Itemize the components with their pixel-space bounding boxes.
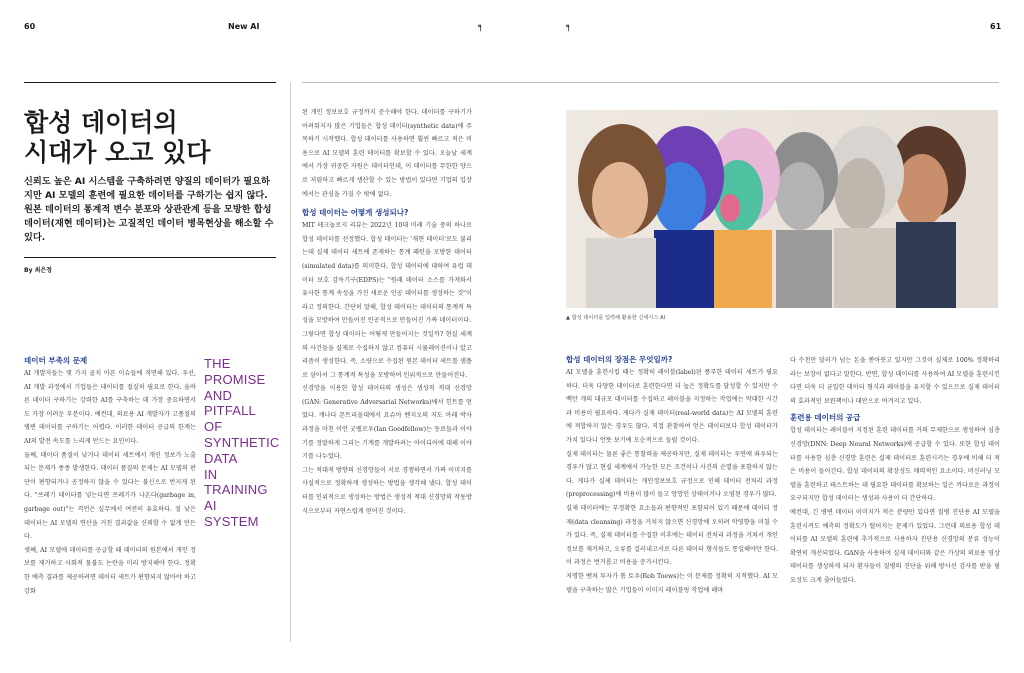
promo-english-title [204, 356, 292, 530]
page-top-rule [302, 82, 999, 83]
promo-word: SYNTHETIC [204, 434, 280, 450]
promo-word: SYSTEM [204, 513, 259, 529]
paragraph: 합성 데이터는 레이블이 지정된 훈련 데이터를 거의 무제한으로 생성하여 심층 신경망(DNN: Deep Neural Networks)에 공급할 수 있다. 또한 합성 데이터를 사용한 심층 신경망 훈련은 실제 데이터로 훈련시키는 경우에 비해 더 적은 비용이 들어간다. 합성 데이터의 확장성도 매력적인 요소이다. 머신러닝 모델을 훈련하고 테스트하는 데 필요한 데이터를 확보하는 일은 까다로운 과정이 요구되지만 합성 데이터는 생성과 사용이 더 간단하다. [790, 427, 1000, 503]
article-title-line2: 시대가 오고 있다 [24, 138, 211, 167]
promo-word: THE [204, 356, 231, 371]
article-byline: By 최은정 [24, 267, 52, 274]
promo-word: AI [204, 498, 217, 514]
promo-word: PITFALL [204, 403, 256, 419]
page-number-right: 61 [990, 22, 1002, 31]
paragraph: 셋째, AI 모델에 데이터를 공급할 때 데이터의 원본에서 개인 정보를 제거하고 사회적 물불도 논란을 미리 방지해야 한다. 정확한 예측 결과를 제공하려면 데이터 세트가 편향되지 않아야 하고 강화 [24, 546, 196, 595]
paragraph: MIT 테크놀로지 리뷰는 2022년 10대 미래 기술 중의 하나로 합성 데이터를 선정했다. 합성 데이터는 '재현 데이터'로도 불리는데 실제 데이터 세트에 존재하는 통계 패턴을 모방한 데이터(simulated data)를 의미한다. 합성 데이터에 대하여 유럽 데이터 보호 감독기구(EDPS)는 "원래 데이터 소스를 가져와서 유사한 통계 속성을 가진 새로운 인공 데이터를 생성하는 것"이라고 정의한다. 간단히 말해, 합성 데이터는 데이터의 통계적 특성을 모방하여 만들어진 인공적으로 만들어진 가짜 데이터이다. [302, 222, 472, 325]
paragraph: 된 개인 정보보호 규정까지 준수해야 한다. 데이터를 구하기가 어려워지자 많은 기업들은 합성 데이터(synthetic data)에 주목하기 시작했다. 합성 데이터를 사용하면 훨씬 빠르고 적은 비용으로 AI 모델의 훈련 데이터를 확보할 수 있다. 오늘날 세계에서 가장 귀중한 자원은 데이터인데, 이 데이터를 무한한 양으로 저렴하고 빠르게 생산할 수 있는 방법이 있다면 기업의 입장에서는 관심을 가질 수 밖에 없다. [302, 109, 472, 198]
promo-word: PROMISE [204, 371, 266, 387]
magazine-logo-right: ╕ [566, 22, 572, 32]
paragraph: 저명한 벤처 투자가 톰 토우(Rob Toews)는 이 문제를 정확히 지적했다. AI 모델을 구축하는 많은 기업들이 이미지 레이블링 작업에 해마 [566, 572, 778, 594]
face-realistic-woman [578, 124, 666, 308]
column-2 [302, 106, 472, 518]
promo-word: DATA [204, 450, 238, 466]
paragraph: 그렇다면 합성 데이터는 어떻게 만들어지는 것일까? 현실 세계의 사건들을 실제로 수집하지 않고 컴퓨터 시뮬레이션이나 알고리즘이 생성한다. 즉, 소량으로 수집된 원본 데이터 세트를 샘플로 삼아서 그 통계적 특성을 모방하여 인위적으로 만들어진다. [302, 330, 472, 379]
byline-rule [24, 257, 276, 258]
promo-word: OF [204, 419, 223, 435]
column-1 [24, 355, 196, 598]
article-title-line1: 합성 데이터의 [24, 108, 178, 137]
synthetic-faces-photo [566, 110, 998, 308]
photo-caption: ▲ 합성 데이터를 입력해 활용한 신세시스 AI [566, 315, 666, 321]
paragraph: 둘째, 데이터 품질이 낮거나 데이터 세트에서 개인 정보가 노출되는 문제가 종종 발생한다. 데이터 품질의 문제는 AI 모델의 판단이 편향되거나 공정하지 않을 수 있다는 불신으로 번지게 된다. "쓰레기 데이터를 넣는다면 쓰레기가 나온다(garbage in, garbage out)"는 격언은 실무에서 여전히 유효하다. 질 낮은 데이터는 AI 모델의 연산을 거친 결과값을 신뢰할 수 없게 만든다. [24, 451, 196, 541]
paragraph: AI 모델을 훈련시킬 때는 정확히 레이블(label)된 풍부한 데이터 세트가 필요하다. 더욱 다양한 데이터로 훈련한다면 더 높은 정확도를 달성할 수 있지만 수백만 개의 대규모 데이터를 수집하고 레이블을 지정하는 작업에는 막대한 시간과 비용이 필요하다. 게다가 실제 데이터(real-world data)는 AI 모델의 훈련에 적합하지 않은 경우도 많다. 직접 관찰하여 얻은 데이터보다 합성 데이터가 가치 있다니 언뜻 보기에 모순적으로 들릴 것이다. [566, 369, 778, 444]
page-number-left: 60 [24, 22, 36, 31]
paragraph: AI 개발자들는 몇 가지 골치 아픈 이슈들에 직면해 있다. 우선, AI 개발 과정에서 기업들은 데이터를 절실히 필요로 한다. 올바른 데이터 구하기는 강력한 AI를 구축하는 데 가장 중요하면서도 가장 어려운 부분이다. 예컨대, 의료용 AI 개발자가 고품질의 병변 데이터를 구하기는 어렵다. 이러한 데이터 공급의 한계는 AI의 발전 속도를 느리게 만드는 요인이다. [24, 370, 196, 445]
article-title [24, 108, 274, 168]
magazine-logo-left: ╕ [478, 22, 484, 32]
promo-word: TRAINING [204, 482, 268, 498]
paragraph: 실제 데이터는 물론 좋은 통찰력을 제공하지만, 실제 데이터는 우연에 좌우되는 경우가 많고 현실 세계에서 가능한 모든 조건이나 사건의 순열을 포함하지 않는다. 게다가 실제 데이터는 개인정보보호 규정으로 인해 데이터 전처리 과정(preprocessing)에 비용이 많이 들고 엉망인 상태이거나 오염된 경우가 많다. [566, 450, 778, 499]
column-4 [790, 354, 1000, 588]
article-lead: 신뢰도 높은 AI 시스템을 구축하려면 양질의 데이터가 필요하지만 AI 모델의 훈련에 필요한 데이터를 구하기는 쉽지 않다. 원본 데이터의 통계적 변수 분포와 상관관계 등을 모방한 합성 데이터(재현 데이터)는 고질적인 데이터 병목현상을 해소할 수 있다. [24, 176, 274, 243]
section-heading-how-generated: 합성 데이터는 어떻게 생성되나? [302, 208, 409, 218]
paragraph: 다 수천만 달러가 넘는 돈을 쏟아붓고 있지만 그것이 실제로 100% 정확하리라는 보장이 없다고 말한다. 반면, 합성 데이터를 사용하여 AI 모델을 훈련시킨다면 더욱 더 균일한 데이터 형식과 레이블을 유지할 수 있으므로 실제 데이터의 효과적인 보완책이나 대안으로 여겨지고 있다. [790, 357, 1000, 405]
paragraph: 신경망을 이용한 합성 데이터의 생성은 생성적 적대 신경망(GAN: Generative Adversarial Networks)에서 힌트를 얻었다. 캐나다 몬트리올대에서 요슈아 벤지오의 지도 아래 박사과정을 마친 이언 굿펠로우(Ian Goodfellow)는 동료들과 이야기를 정말하게 그리는 기계를 개발하려는 아이디어에 대해 이야기를 나누었다. [302, 385, 472, 461]
section-heading-data-shortage: 데이터 부족의 문제 [24, 356, 88, 365]
section-heading-benefits: 합성 데이터의 장점은 무엇일까? [566, 355, 673, 364]
paragraph: 실제 데이터에는 부정확한 요소들과 편향적인 포함되어 있기 때문에 데이터 정제(data cleansing) 과정을 거치지 않으면 신경망에 오히려 악영향을 미칠 수가 있다. 즉, 실제 데이터를 수집한 이후에는 데이터 전처리 과정을 거쳐서 개인 정보를 제거하고, 오류를 걸러내고서로 다른 데이터 형식들도 통일해야만 한다. 이 과정은 번거롭고 비용을 증가시킨다. [566, 504, 778, 567]
section-name: New AI [228, 22, 260, 31]
column-3 [566, 354, 778, 597]
title-top-rule [24, 82, 276, 83]
paragraph: 그는 적대적 방향의 신경망들이 서로 경쟁하면서 가짜 이미지를 사실적으로 정확하게 생성하는 방법을 생각해 냈다. 합성 데이터를 인위적으로 생성하는 방법은 생성적 적대 신경망의 작동방식으로부터 자연스럽게 얻어진 것이다. [302, 466, 472, 515]
paragraph: 예컨대, 긴 병변 데이터 이미지가 적은 분량만 있다면 질병 진단용 AI 모델을 훈련시켜도 예측의 정확도가 떨어지는 문제가 있었다. 그런데 의료용 합성 데이터를 AI 모델의 훈련에 추가적으로 사용하자 진단용 신경망의 분류 성능이 확연히 개선되었다. GAN을 사용하여 실제 데이터와 같은 가상의 의료용 영상 데이터를 생성하게 되자 환자들이 질병의 진단을 위해 방사선 검사를 받을 필요성도 크게 줄어들었다. [790, 508, 1000, 584]
faces-illustration [566, 110, 998, 308]
promo-word: IN [204, 466, 218, 482]
section-heading-training-data-supply: 훈련용 데이터의 공급 [790, 413, 861, 423]
promo-word: AND [204, 387, 233, 403]
